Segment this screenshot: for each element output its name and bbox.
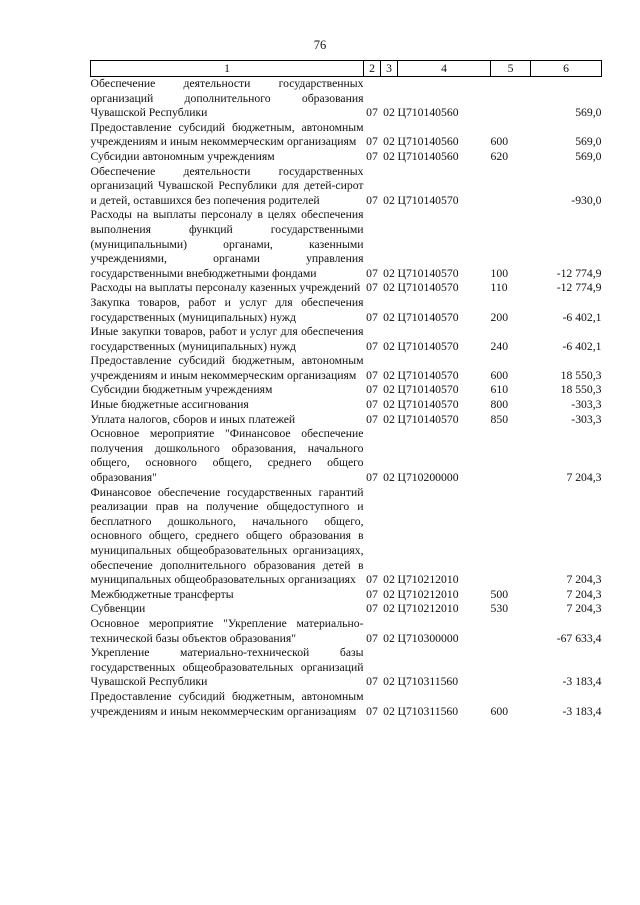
row-expense-type-cell: 610 [490,383,509,397]
row-expense-type-cell: 850 [490,412,509,426]
row-section-cell: 07 [366,573,378,587]
row-expense-type-cell [491,165,531,209]
table-header-row [91,61,602,77]
row-name-cell: Субсидии бюджетным учреждениям [90,383,273,397]
row-amount-cell: 569,0 [575,135,602,149]
row-amount-cell: -3 183,4 [562,675,602,689]
row-section-cell: 07 [366,339,378,353]
row-expense-type-cell [491,77,531,121]
row-expense-type-cell: 600 [490,368,509,382]
table-row [91,646,602,690]
row-target-code-cell: Ц710140560 [397,106,459,120]
row-section-cell: 07 [366,106,378,120]
page-number: 76 [313,38,327,52]
row-subsection-cell: 02 [383,149,395,163]
row-subsection-cell: 02 [383,602,395,616]
budget-table [90,60,602,719]
table-row [91,486,602,588]
row-subsection-cell: 02 [383,675,395,689]
row-subsection-cell: 02 [383,368,395,382]
row-target-code-cell: Ц710212010 [397,587,459,601]
table-row [91,208,602,281]
row-section-cell: 07 [366,471,378,485]
row-target-code-cell: Ц710311560 [397,675,459,689]
row-expense-type-cell: 200 [490,310,509,324]
row-section-cell: 07 [366,675,378,689]
row-expense-type-cell: 500 [490,587,509,601]
table-row [91,690,602,719]
row-section-cell: 07 [366,149,378,163]
row-subsection-cell: 02 [383,383,395,397]
table-row [91,121,602,150]
header-col-4: 4 [398,61,491,77]
row-section-cell: 07 [366,383,378,397]
row-section-cell: 07 [366,704,378,718]
row-target-code-cell: Ц710212010 [397,573,459,587]
table-row [91,165,602,209]
row-expense-type-cell: 100 [490,266,509,280]
row-target-code-cell: Ц710140570 [397,368,459,382]
table-row [91,413,602,428]
row-name-cell: Расходы на выплаты персоналу казенных учреждений [90,281,361,295]
table-row [91,354,602,383]
row-amount-cell: -12 774,9 [556,281,602,295]
row-amount-cell: -303,3 [571,412,602,426]
row-subsection-cell: 02 [383,193,395,207]
row-subsection-cell: 02 [383,704,395,718]
row-target-code-cell: Ц710200000 [397,471,459,485]
row-name-cell: Субвенции [90,602,146,616]
row-expense-type-cell: 800 [490,398,509,412]
row-target-code-cell: Ц710300000 [397,631,459,645]
table-row [91,617,602,646]
table-row [91,281,602,296]
row-amount-cell: 569,0 [575,106,602,120]
row-expense-type-cell: 530 [490,602,509,616]
row-section-cell: 07 [366,193,378,207]
row-subsection-cell: 02 [383,412,395,426]
row-target-code-cell: Ц710140570 [397,193,459,207]
header-col-3: 3 [381,61,398,77]
row-name-cell: Закупка товаров, работ и услуг для обеспечения государственных (муниципальных) нужд [90,295,364,324]
row-subsection-cell: 02 [383,135,395,149]
row-target-code-cell: Ц710140560 [397,135,459,149]
row-section-cell: 07 [366,631,378,645]
row-name-cell: Предоставление субсидий бюджетным, автономным учреждениям и иным некоммерческим организациям [90,120,364,149]
table-row [91,602,602,617]
table-row [91,588,602,603]
row-section-cell: 07 [366,398,378,412]
row-name-cell: Межбюджетные трансферты [90,587,234,601]
row-name-cell: Иные бюджетные ассигнования [90,398,249,412]
table-row [91,427,602,485]
row-target-code-cell: Ц710140570 [397,310,459,324]
row-target-code-cell: Ц710140570 [397,398,459,412]
row-subsection-cell: 02 [383,471,395,485]
row-subsection-cell: 02 [383,398,395,412]
row-amount-cell: -6 402,1 [562,310,602,324]
row-target-code-cell: Ц710140570 [397,339,459,353]
row-expense-type-cell: 620 [490,149,509,163]
row-expense-type-cell: 600 [490,704,509,718]
row-amount-cell: -6 402,1 [562,339,602,353]
row-amount-cell: -12 774,9 [556,266,602,280]
header-col-6: 6 [531,61,602,77]
row-name-cell: Основное мероприятие "Укрепление материально-технической базы объектов образования" [90,616,364,645]
row-expense-type-cell: 240 [490,339,509,353]
row-target-code-cell: Ц710212010 [397,602,459,616]
table-row [91,383,602,398]
row-section-cell: 07 [366,368,378,382]
row-target-code-cell: Ц710140570 [397,266,459,280]
row-expense-type-cell [491,646,531,690]
row-name-cell: Основное мероприятие "Финансовое обеспечение получения дошкольного образования, начального общего, основного общего, среднего общего образования" [90,427,364,485]
row-subsection-cell: 02 [383,339,395,353]
header-col-1: 1 [91,61,364,77]
row-subsection-cell: 02 [383,310,395,324]
row-expense-type-cell: 600 [490,135,509,149]
row-subsection-cell: 02 [383,587,395,601]
row-amount-cell: -3 183,4 [562,704,602,718]
table-row [91,296,602,325]
row-subsection-cell: 02 [383,281,395,295]
table-row [91,77,602,121]
row-subsection-cell: 02 [383,266,395,280]
row-name-cell: Субсидии автономным учреждениям [90,149,275,163]
row-amount-cell: 7 204,3 [566,471,602,485]
table-row [91,150,602,165]
row-amount-cell: 569,0 [575,149,602,163]
row-target-code-cell: Ц710140570 [397,281,459,295]
row-target-code-cell: Ц710140570 [397,412,459,426]
row-name-cell: Уплата налогов, сборов и иных платежей [90,412,296,426]
row-expense-type-cell: 110 [490,281,508,295]
row-name-cell: Предоставление субсидий бюджетным, автономным учреждениям и иным некоммерческим организациям [90,689,364,718]
row-target-code-cell: Ц710311560 [397,704,459,718]
row-section-cell: 07 [366,587,378,601]
row-section-cell: 07 [366,266,378,280]
row-subsection-cell: 02 [383,631,395,645]
row-name-cell: Обеспечение деятельности государственных организаций дополнительного образования Чувашской Республики [90,77,364,120]
row-amount-cell: 7 204,3 [566,573,602,587]
table-body [91,77,602,720]
row-name-cell: Обеспечение деятельности государственных организаций Чувашской Республики для детей-сирот и детей, оставшихся без попечения родителей [90,164,364,207]
header-col-5: 5 [491,61,531,77]
row-amount-cell: -303,3 [571,398,602,412]
row-amount-cell: 18 550,3 [560,383,602,397]
row-expense-type-cell [491,486,531,588]
row-name-cell: Иные закупки товаров, работ и услуг для обеспечения государственных (муниципальных) нужд [90,325,364,353]
header-col-2: 2 [364,61,381,77]
row-amount-cell: 18 550,3 [560,368,602,382]
row-section-cell: 07 [366,135,378,149]
row-amount-cell: -930,0 [571,193,602,207]
row-subsection-cell: 02 [383,573,395,587]
table-row [91,398,602,413]
row-name-cell: Финансовое обеспечение государственных гарантий реализации прав на получение общедоступного и бесплатного дошкольного, начального общего, основного общего, среднего общего образования в муниципальных общеобразовательных организациях, обеспечение дополнительного образования детей в муниципальных общеобразовательных организациях [90,485,364,587]
row-expense-type-cell [491,427,531,485]
row-amount-cell: 7 204,3 [566,587,602,601]
row-name-cell: Укрепление материально-технической базы государственных общеобразовательных организаций Чувашской Республики [90,646,364,689]
row-name-cell: Предоставление субсидий бюджетным, автономным учреждениям и иным некоммерческим организациям [90,354,364,382]
row-target-code-cell: Ц710140570 [397,383,459,397]
row-section-cell: 07 [366,602,378,616]
row-name-cell: Расходы на выплаты персоналу в целях обеспечения выполнения функций государственными (муниципальными) органами, казенными учреждениями, органами управления государственными внебюджетными фондами [90,208,364,280]
row-subsection-cell: 02 [383,106,395,120]
row-section-cell: 07 [366,412,378,426]
table-row [91,325,602,354]
row-amount-cell: 7 204,3 [566,602,602,616]
row-amount-cell: -67 633,4 [556,631,602,645]
row-target-code-cell: Ц710140560 [397,149,459,163]
row-section-cell: 07 [366,281,378,295]
row-expense-type-cell [491,617,531,646]
row-section-cell: 07 [366,310,378,324]
